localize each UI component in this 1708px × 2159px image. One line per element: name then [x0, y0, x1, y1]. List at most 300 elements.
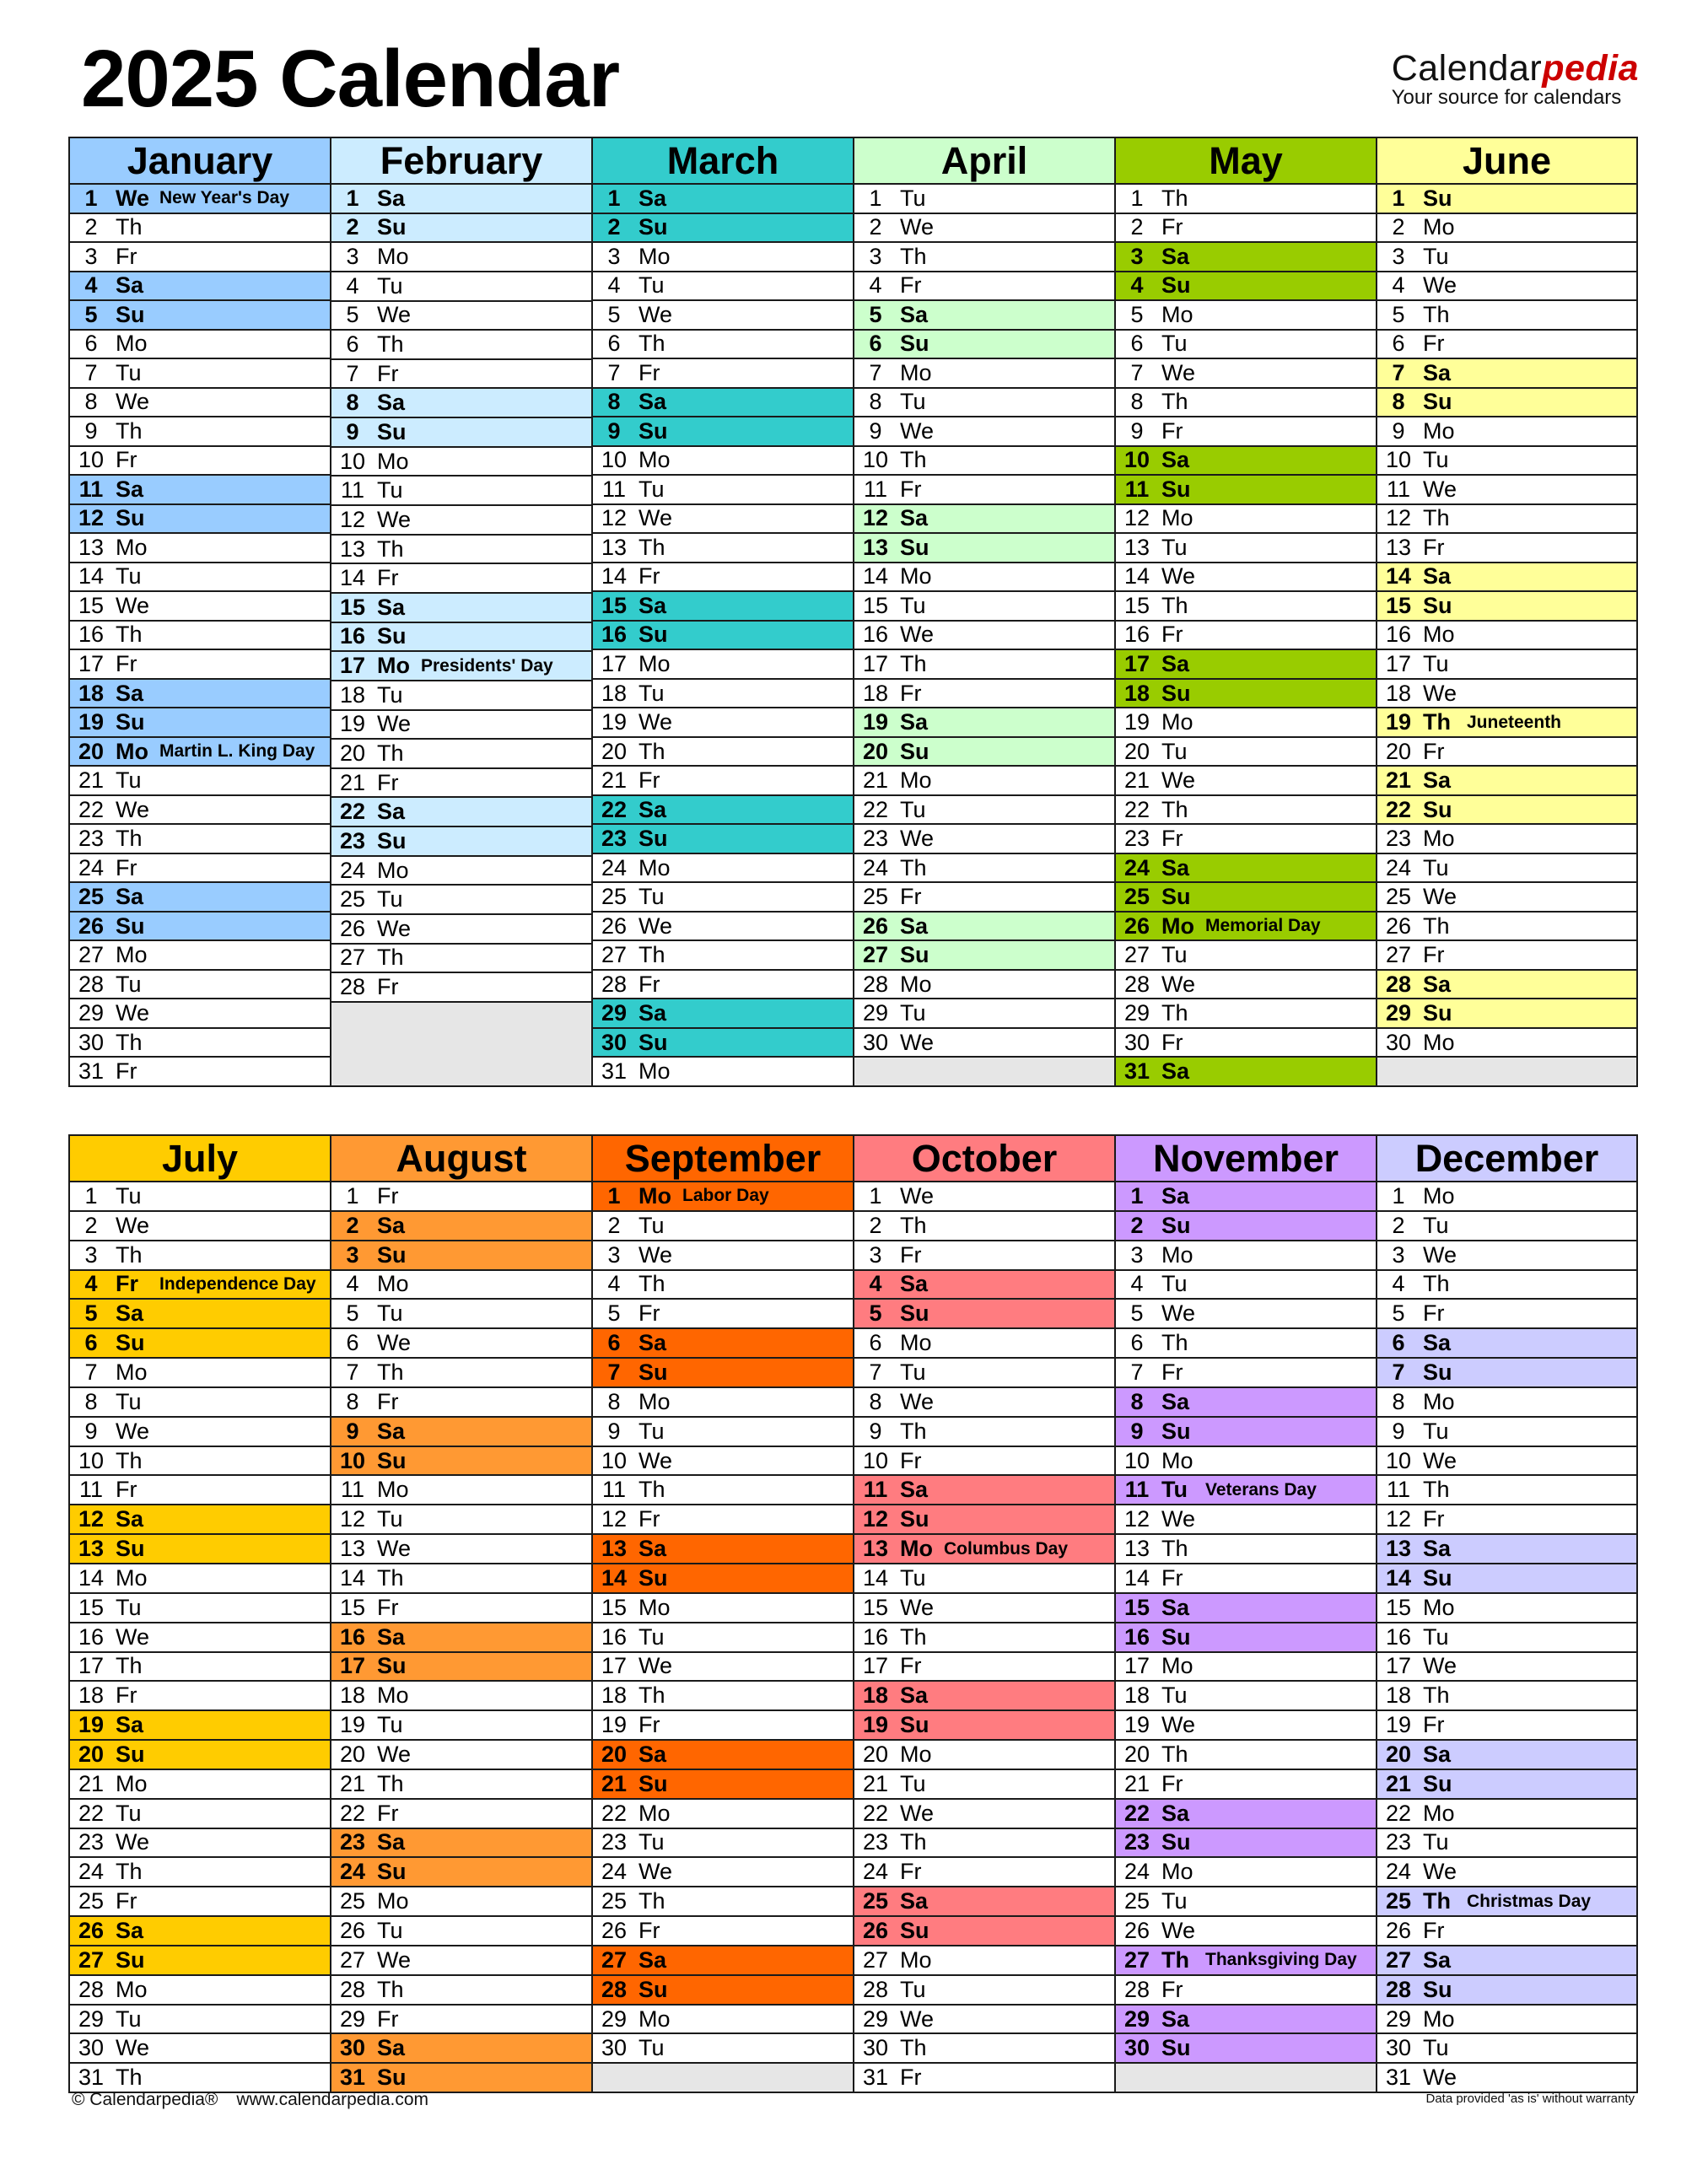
day-row — [854, 767, 1114, 796]
weekday: We — [638, 913, 673, 939]
month-may — [1116, 138, 1377, 1085]
weekday: Fr — [377, 2006, 399, 2032]
day-number: 2 — [1130, 214, 1144, 240]
weekday: Tu — [1423, 243, 1449, 269]
day-number: 17 — [601, 651, 628, 676]
day-number: 3 — [1130, 1241, 1144, 1268]
day-row — [854, 622, 1114, 651]
weekend-row — [593, 592, 853, 622]
weekday: Tu — [638, 1418, 665, 1444]
day-number: 18 — [601, 1683, 628, 1709]
weekend-row — [1116, 1800, 1376, 1829]
weekend-row — [70, 913, 330, 942]
weekday: We — [900, 1388, 935, 1414]
weekend-row — [1377, 389, 1636, 418]
day-row — [1377, 1800, 1636, 1829]
weekday: Sa — [1161, 1388, 1190, 1414]
day-row — [1116, 1300, 1376, 1329]
weekday: Mo — [1423, 622, 1455, 648]
day-number: 11 — [1386, 1477, 1411, 1503]
day-number: 7 — [84, 359, 98, 385]
day-row — [854, 417, 1114, 447]
day-number: 7 — [346, 360, 359, 386]
day-number: 1 — [607, 1182, 621, 1209]
weekday: Th — [377, 536, 404, 562]
day-row — [1377, 1029, 1636, 1058]
logo-tagline: Your source for calendars — [1391, 86, 1622, 109]
day-number: 2 — [84, 214, 98, 240]
day-number: 13 — [601, 534, 628, 560]
day-number: 7 — [1392, 359, 1405, 385]
day-row — [1116, 825, 1376, 854]
day-number: 14 — [1123, 563, 1150, 590]
day-number: 9 — [869, 417, 882, 444]
day-number: 28 — [601, 971, 628, 997]
day-row — [331, 1917, 591, 1946]
day-number: 18 — [601, 680, 628, 706]
weekday: Tu — [377, 272, 403, 299]
weekday: Sa — [900, 505, 929, 531]
day-number: 21 — [862, 767, 889, 794]
day-row — [70, 1447, 330, 1477]
day-number: 2 — [1130, 1212, 1144, 1238]
weekday: Sa — [1161, 1182, 1190, 1209]
day-number: 23 — [339, 827, 366, 853]
weekend-row — [331, 2064, 591, 2092]
weekday: Th — [638, 331, 665, 357]
weekend-row — [593, 796, 853, 826]
day-number: 26 — [1123, 1918, 1150, 1944]
weekday: Th — [900, 651, 927, 676]
weekday: Tu — [1161, 331, 1188, 357]
day-number: 16 — [78, 622, 105, 648]
weekday: Sa — [638, 1536, 667, 1562]
day-number: 19 — [339, 1712, 366, 1738]
weekend-row — [1116, 1418, 1376, 1447]
day-number: 18 — [339, 1683, 366, 1709]
weekend-row — [70, 708, 330, 738]
day-number: 3 — [84, 1241, 98, 1268]
holiday-row — [70, 185, 330, 214]
day-number: 20 — [339, 740, 366, 766]
day-number: 18 — [78, 680, 105, 706]
day-row — [70, 243, 330, 272]
empty-cell — [331, 1031, 591, 1058]
day-number: 28 — [1385, 971, 1412, 997]
day-row — [1377, 2064, 1636, 2092]
day-row — [593, 1594, 853, 1623]
weekday: Su — [638, 826, 668, 852]
weekday: Mo — [638, 2006, 671, 2032]
weekday: We — [900, 417, 935, 444]
day-number: 19 — [862, 709, 889, 735]
weekday: Tu — [1161, 1888, 1188, 1914]
weekday: Th — [116, 1653, 143, 1679]
weekend-row — [70, 1300, 330, 1329]
weekday: Su — [377, 1859, 407, 1885]
day-row — [70, 1623, 330, 1653]
day-number: 12 — [1123, 505, 1150, 531]
day-row — [331, 1271, 591, 1300]
day-row — [854, 243, 1114, 272]
day-row — [1116, 389, 1376, 418]
weekend-row — [1116, 1594, 1376, 1623]
day-number: 8 — [607, 1388, 621, 1414]
day-row — [1116, 708, 1376, 738]
weekday: Su — [638, 1359, 668, 1385]
day-row — [1377, 913, 1636, 942]
weekday: Mo — [1161, 505, 1193, 531]
day-number: 18 — [1123, 680, 1150, 706]
month-august — [331, 1136, 593, 2092]
day-number: 25 — [1123, 884, 1150, 910]
weekday: We — [638, 1241, 673, 1268]
weekday: Th — [1161, 1330, 1188, 1356]
weekend-row — [1377, 1976, 1636, 2006]
day-row — [1377, 1182, 1636, 1212]
day-row — [593, 534, 853, 563]
day-number: 17 — [601, 1653, 628, 1679]
weekday: Th — [1161, 185, 1188, 211]
day-row — [593, 1917, 853, 1946]
day-row — [70, 2064, 330, 2092]
day-number: 31 — [601, 1058, 628, 1085]
day-row — [1377, 1682, 1636, 1711]
weekday: Mo — [377, 857, 409, 883]
day-number: 12 — [862, 1506, 889, 1532]
day-row — [593, 941, 853, 971]
day-row — [1377, 854, 1636, 884]
day-number: 26 — [1385, 913, 1412, 939]
weekend-row — [593, 1741, 853, 1770]
day-number: 13 — [78, 534, 105, 560]
month-header: March — [593, 138, 853, 185]
weekday: Su — [1423, 1359, 1452, 1385]
day-number: 29 — [601, 1000, 628, 1026]
day-row — [331, 1535, 591, 1564]
month-april — [854, 138, 1116, 1085]
weekend-row — [593, 622, 853, 651]
day-number: 5 — [346, 302, 359, 328]
day-row — [1377, 1212, 1636, 1241]
weekday: Su — [377, 214, 407, 240]
weekend-row — [70, 1505, 330, 1535]
day-number: 11 — [78, 1477, 104, 1503]
day-number: 30 — [862, 1029, 889, 1055]
day-row — [1377, 1447, 1636, 1477]
day-number: 30 — [1385, 2035, 1412, 2061]
weekday: Su — [377, 1241, 407, 1268]
day-row — [70, 534, 330, 563]
day-row — [1377, 214, 1636, 244]
day-row — [1116, 738, 1376, 767]
day-number: 20 — [78, 1741, 105, 1767]
weekday: Tu — [116, 1594, 142, 1620]
weekday: Fr — [116, 651, 137, 676]
weekday: Tu — [1423, 1829, 1449, 1855]
weekday: Th — [638, 1477, 665, 1503]
weekday: Sa — [1423, 767, 1452, 794]
day-row — [1116, 1505, 1376, 1535]
day-row — [854, 447, 1114, 476]
day-number: 29 — [1385, 1000, 1412, 1026]
weekday: Su — [900, 942, 929, 968]
day-number: 19 — [78, 1712, 105, 1738]
day-row — [593, 1829, 853, 1859]
day-number: 8 — [346, 390, 359, 416]
day-number: 18 — [339, 681, 366, 708]
weekday: Th — [1423, 709, 1451, 735]
holiday-row — [854, 1535, 1114, 1564]
weekday: Fr — [377, 1800, 399, 1826]
day-row — [854, 1800, 1114, 1829]
day-row — [1116, 185, 1376, 214]
weekday: Su — [377, 1653, 407, 1679]
day-row — [1377, 1241, 1636, 1271]
day-number: 12 — [601, 505, 628, 531]
day-row — [1116, 1241, 1376, 1271]
weekend-row — [1377, 1741, 1636, 1770]
weekday: We — [377, 1330, 412, 1356]
day-row — [1377, 1300, 1636, 1329]
day-number: 9 — [1130, 1418, 1144, 1444]
month-header: May — [1116, 138, 1376, 185]
weekday: Fr — [377, 1182, 399, 1209]
day-row — [331, 243, 591, 272]
day-number: 20 — [862, 738, 889, 764]
weekday: Sa — [116, 1712, 144, 1738]
day-number: 23 — [1123, 1829, 1150, 1855]
weekday: Fr — [1423, 942, 1445, 968]
holiday-row — [331, 652, 591, 681]
weekday: Tu — [116, 359, 142, 385]
day-row — [70, 1212, 330, 1241]
weekday: Su — [900, 534, 929, 560]
day-row — [331, 711, 591, 740]
day-row — [1377, 2034, 1636, 2064]
weekday: Sa — [900, 1683, 929, 1709]
day-number: 27 — [78, 1946, 105, 1973]
weekday: Su — [377, 623, 407, 649]
weekday: Su — [116, 1741, 145, 1767]
day-row — [331, 1800, 591, 1829]
day-row — [1377, 417, 1636, 447]
weekday: Th — [116, 1859, 143, 1885]
day-row — [1377, 2006, 1636, 2035]
weekday: Su — [900, 738, 929, 764]
weekday: Th — [1161, 592, 1188, 618]
day-row — [331, 1182, 591, 1212]
weekday: Th — [116, 1447, 143, 1473]
day-number: 30 — [78, 1029, 105, 1055]
weekday: Tu — [1161, 942, 1188, 968]
weekend-row — [854, 941, 1114, 971]
weekday: Mo — [638, 1800, 671, 1826]
day-number: 2 — [346, 214, 359, 240]
day-row — [593, 243, 853, 272]
day-number: 1 — [346, 185, 359, 211]
day-number: 4 — [607, 1271, 621, 1297]
month-january — [70, 138, 331, 1085]
weekday: We — [1423, 1447, 1457, 1473]
weekend-row — [854, 1887, 1114, 1917]
day-row — [854, 1770, 1114, 1800]
day-number: 12 — [339, 1506, 366, 1532]
day-number: 23 — [601, 1829, 628, 1855]
weekday: Mo — [1161, 1859, 1193, 1885]
day-row — [331, 1741, 591, 1770]
footer-website-link[interactable]: www.calendarpedia.com — [236, 2090, 429, 2109]
month-september — [593, 1136, 854, 2092]
weekday: Th — [1423, 1888, 1451, 1914]
day-row — [593, 301, 853, 331]
day-number: 23 — [862, 826, 889, 852]
weekend-row — [70, 1741, 330, 1770]
day-number: 5 — [607, 1300, 621, 1327]
day-row — [854, 999, 1114, 1029]
weekday: Th — [1161, 796, 1188, 822]
weekday: Su — [638, 1770, 668, 1796]
weekday: Sa — [116, 272, 144, 299]
day-number: 27 — [1385, 942, 1412, 968]
calendarpedia-logo[interactable] — [1391, 48, 1639, 109]
weekday: Mo — [377, 1888, 409, 1914]
day-number: 20 — [1385, 738, 1412, 764]
day-number: 6 — [607, 1330, 621, 1356]
empty-cell — [1377, 1058, 1636, 1085]
weekday: Fr — [1423, 534, 1445, 560]
day-number: 9 — [1392, 417, 1405, 444]
day-number: 12 — [339, 506, 366, 532]
weekend-row — [1377, 1564, 1636, 1594]
day-number: 4 — [1392, 1271, 1405, 1297]
day-number: 2 — [1392, 1212, 1405, 1238]
day-number: 4 — [1392, 272, 1405, 299]
day-number: 9 — [607, 417, 621, 444]
day-number: 16 — [862, 1623, 889, 1650]
weekend-row — [854, 1917, 1114, 1946]
weekday: Th — [377, 1770, 404, 1796]
weekday: Sa — [1423, 1536, 1452, 1562]
day-row — [70, 971, 330, 1000]
day-number: 31 — [1385, 2065, 1412, 2091]
day-row — [331, 302, 591, 331]
day-row — [593, 1241, 853, 1271]
weekday: Su — [638, 214, 668, 240]
day-row — [854, 1623, 1114, 1653]
weekend-row — [70, 476, 330, 505]
weekday: We — [1423, 2065, 1457, 2091]
weekend-row — [70, 883, 330, 913]
weekday: Mo — [1161, 913, 1194, 939]
day-number: 31 — [78, 2065, 105, 2091]
weekday: Fr — [1161, 826, 1183, 852]
day-number: 8 — [346, 1388, 359, 1414]
weekday: Sa — [638, 389, 667, 415]
weekday: We — [900, 214, 935, 240]
day-number: 14 — [1385, 563, 1412, 590]
day-row — [593, 913, 853, 942]
day-row — [1116, 1682, 1376, 1711]
day-row — [1377, 680, 1636, 709]
day-number: 16 — [339, 1623, 366, 1650]
weekday: Th — [1161, 1000, 1188, 1026]
day-row — [593, 505, 853, 535]
weekend-row — [331, 389, 591, 418]
day-number: 4 — [84, 272, 98, 299]
day-number: 22 — [601, 1800, 628, 1826]
day-row — [1377, 1623, 1636, 1653]
day-row — [854, 1388, 1114, 1418]
day-number: 12 — [862, 505, 889, 531]
month-header: August — [331, 1136, 591, 1182]
weekday: Sa — [116, 884, 144, 910]
day-number: 25 — [862, 1888, 889, 1914]
weekday: Mo — [377, 244, 409, 270]
day-number: 3 — [869, 1241, 882, 1268]
day-number: 3 — [607, 1241, 621, 1268]
weekend-row — [854, 708, 1114, 738]
weekday: Sa — [1161, 243, 1190, 269]
weekday: Fr — [1161, 1564, 1183, 1591]
weekday: Fr — [638, 359, 660, 385]
day-number: 5 — [1130, 1300, 1144, 1327]
weekday: Su — [1161, 2035, 1191, 2061]
weekday: Su — [638, 417, 668, 444]
logo-accent-text: pedia — [1542, 48, 1639, 89]
day-row — [593, 1887, 853, 1917]
day-number: 17 — [78, 651, 105, 676]
weekday: Tu — [1423, 1212, 1449, 1238]
month-november — [1116, 1136, 1377, 2092]
day-row — [854, 1447, 1114, 1477]
day-row — [854, 1858, 1114, 1887]
day-number: 23 — [1385, 826, 1412, 852]
weekday: We — [116, 389, 150, 415]
weekend-row — [854, 534, 1114, 563]
weekday: Sa — [377, 1212, 406, 1238]
day-number: 25 — [601, 884, 628, 910]
weekday: Fr — [1161, 1976, 1183, 2002]
weekday: We — [900, 622, 935, 648]
weekday: Mo — [116, 331, 148, 357]
month-header: September — [593, 1136, 853, 1182]
weekday: Th — [116, 1241, 143, 1268]
weekday: Th — [1161, 389, 1188, 415]
day-number: 14 — [862, 563, 889, 590]
weekend-row — [70, 272, 330, 302]
day-number: 19 — [1123, 1712, 1150, 1738]
weekend-row — [854, 913, 1114, 942]
weekday: Sa — [377, 2035, 406, 2061]
day-number: 1 — [1130, 185, 1144, 211]
weekday: We — [900, 1594, 935, 1620]
weekend-row — [331, 827, 591, 857]
weekday: Mo — [116, 942, 148, 968]
weekday: Th — [900, 447, 927, 473]
day-row — [1116, 1741, 1376, 1770]
weekday: Mo — [1423, 1594, 1455, 1620]
day-row — [1116, 592, 1376, 622]
day-row — [854, 2006, 1114, 2035]
weekday: Mo — [638, 1182, 671, 1209]
day-number: 4 — [84, 1271, 98, 1297]
day-row — [331, 945, 591, 974]
day-number: 14 — [1123, 1564, 1150, 1591]
day-number: 9 — [84, 417, 98, 444]
weekday: Mo — [1423, 214, 1455, 240]
day-row — [593, 447, 853, 476]
